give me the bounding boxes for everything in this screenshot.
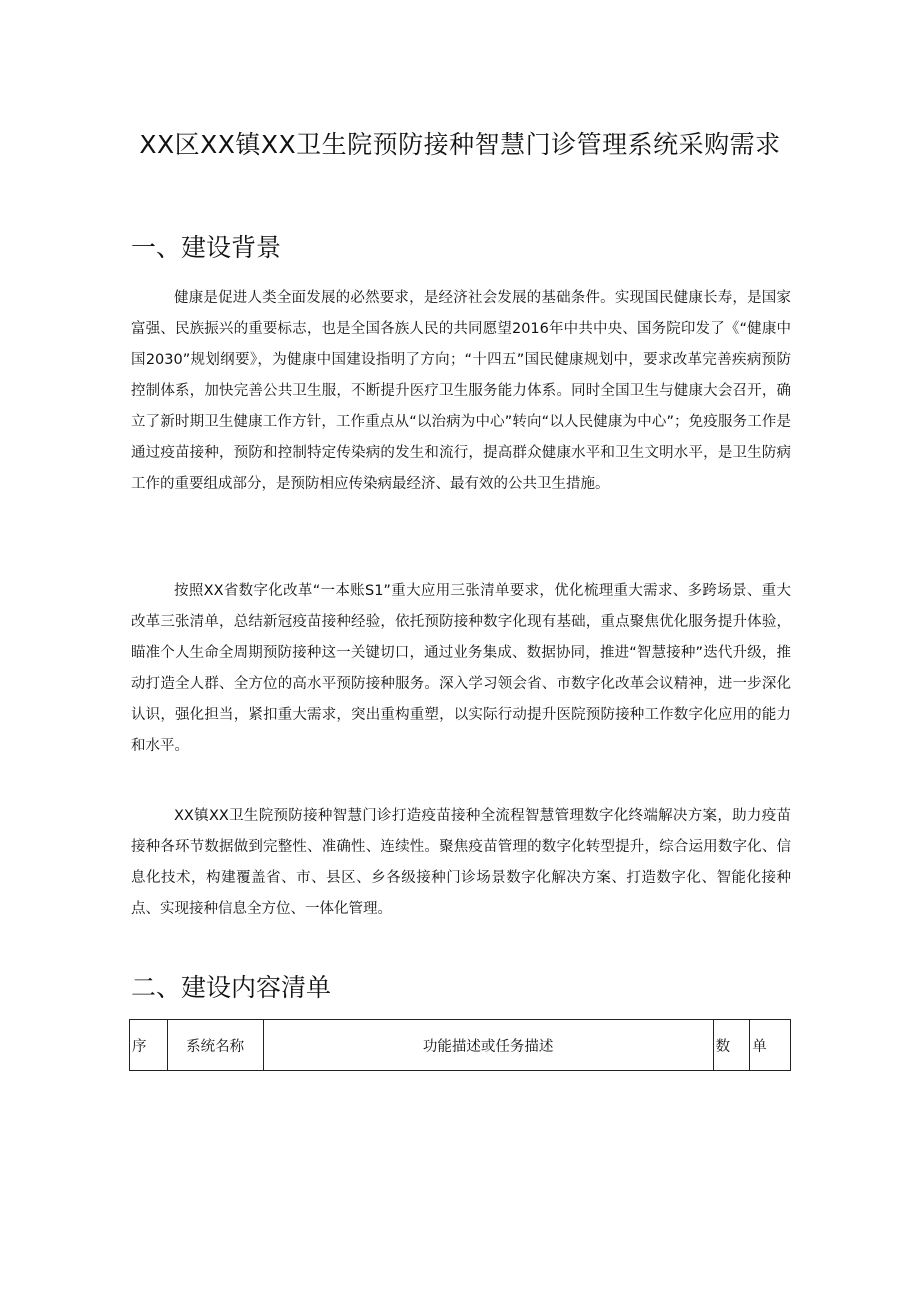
document-title: XX区XX镇XX卫生院预防接种智慧门诊管理系统采购需求	[139, 130, 781, 159]
table-header-unit: 单	[750, 1020, 791, 1071]
paragraph-background-1: 健康是促进人类全面发展的必然要求，是经济社会发展的基础条件。实现国民健康长寿，是国家富强、民族振兴的重要标志，也是全国各族人民的共同愿望2016年中共中央、国务院印发了《“健康中国2030”规划纲要》，为健康中国建设指明了方向；“十四五”国民健康规划中，要求改革完善疾病预防控制体系，加快完善公共卫生服，不断提升医疗卫生服务能力体系。同时全国卫生与健康大会召开，确立了新时期卫生健康工作方针，工作重点从“以治病为中心”转向“以人民健康为中心”；免疫服务工作是通过疫苗接种，预防和控制特定传染病的发生和流行，提高群众健康水平和卫生文明水平，是卫生防病工作的重要组成部分，是预防相应传染病最经济、最有效的公共卫生措施。	[131, 290, 791, 492]
table-header-system-name: 系统名称	[167, 1020, 263, 1071]
table-header-seq: 序	[130, 1020, 168, 1071]
paragraph-background-2: 按照XX省数字化改革“一本账S1”重大应用三张清单要求，优化梳理重大需求、多跨场景、重大改革三张清单，总结新冠疫苗接种经验，依托预防接种数字化现有基础，重点聚焦优化服务提升体验，瞄准个人生命全周期预防接种这一关键切口，通过业务集成、数据协同，推进“智慧接种”迭代升级，推动打造全人群、全方位的高水平预防接种服务。深入学习领会省、市数字化改革会议精神，进一步深化认识，强化担当，紧扣重大需求，突出重构重塑，以实际行动提升医院预防接种工作数字化应用的能力和水平。	[131, 583, 791, 754]
section-heading-content-list: 二、建设内容清单	[131, 973, 332, 1002]
content-list-table	[129, 1019, 791, 1071]
table-header-quantity: 数	[713, 1020, 750, 1071]
paragraph-background-3: XX镇XX卫生院预防接种智慧门诊打造疫苗接种全流程智慧管理数字化终端解决方案，助力疫苗接种各环节数据做到完整性、准确性、连续性。聚焦疫苗管理的数字化转型提升，综合运用数字化、信息化技术，构建覆盖省、市、县区、乡各级接种门诊场景数字化解决方案、打造数字化、智能化接种点、实现接种信息全方位、一体化管理。	[131, 808, 791, 917]
table-header-row	[130, 1020, 791, 1071]
table-header-description: 功能描述或任务描述	[263, 1020, 713, 1071]
section-heading-background: 一、建设背景	[131, 233, 282, 262]
